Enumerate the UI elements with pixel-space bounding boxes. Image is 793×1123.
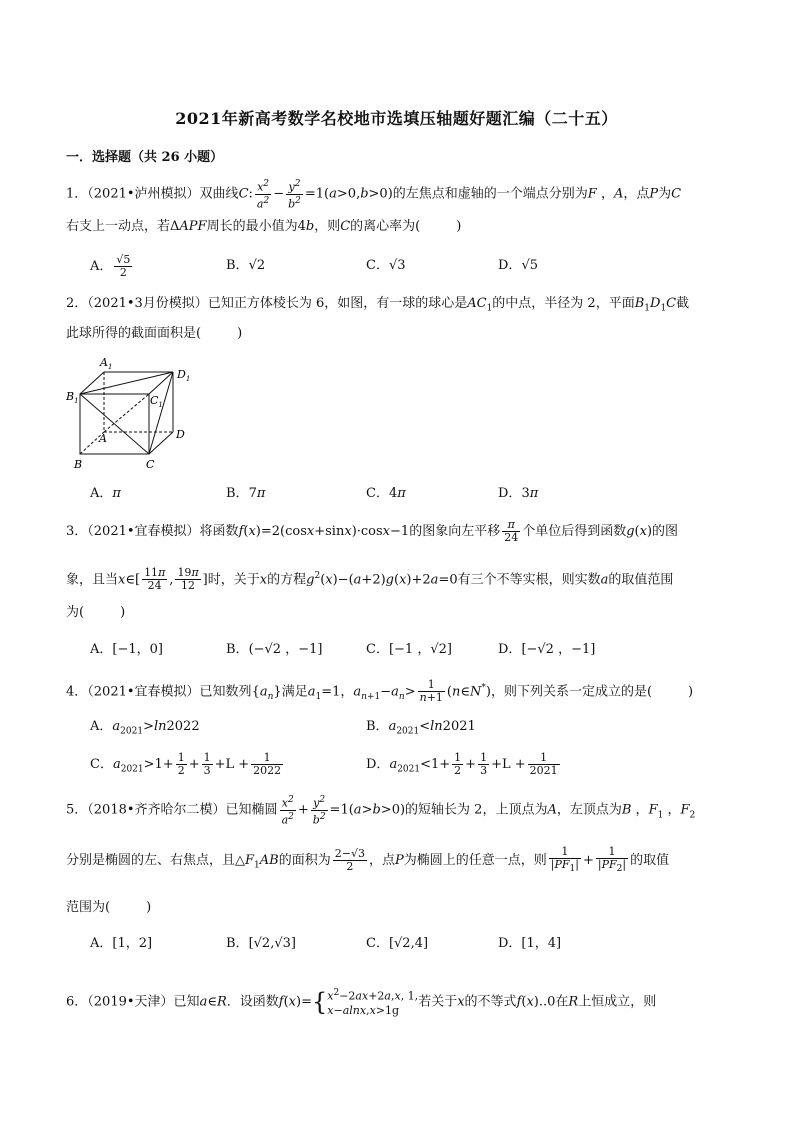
question-1-option-a[interactable]: A． $\frac{√5}{2}$ (90, 253, 131, 279)
question-3-line-1: 3．（2021•宜春模拟）将函数f(x)=2(cosx+sinx)·cosx−1的图象向左平移 $\frac{\pi}{24}$ 个单位后得到函数g(x)的图 (66, 518, 679, 544)
page-title: 2021年新高考数学名校地市选填压轴题好题汇编（二十五） (175, 109, 618, 128)
question-5-line-1: 5．（2018•齐齐哈尔二模）已知椭圆 $\frac{x^2}{a^2}$ + $\frac{y^2}{b^2}$ =1(a>b>0)的短轴长为 2，上顶点为A，左顶点为B ，$F_1$ ，$F_2$ (66, 795, 696, 827)
question-3-line-3: 为( ) (66, 605, 126, 620)
question-6-line-1: 6．（2019•天津）已知a∈R．设函数f(x)={ $x^2-2ax+2a,x$, 1, x−alnx,x>1g 若关于x的不等式f(x)..0在R上恒成立，则 (66, 987, 657, 1017)
question-4-option-b[interactable]: B．$a_{2021}<\ln 2021$ (366, 719, 476, 737)
question-2-line-2: 此球所得的截面面积是( ) (66, 326, 243, 341)
question-4-option-d[interactable]: D．$a_{2021}<1+$ $\frac{1}{2}$ + $\frac{1}{3}$ +L + $\frac{1}{2021}$ (366, 751, 558, 777)
question-1-option-b[interactable]: B．√2 (226, 258, 266, 273)
question-4-option-c[interactable]: C．$a_{2021}>1+$ $\frac{1}{2}$ + $\frac{1}{3}$ +L + $\frac{1}{2022}$ (90, 751, 282, 777)
label-d: D (176, 428, 185, 441)
question-3-option-a[interactable]: A．[−1，0] (90, 642, 163, 657)
question-5-line-3: 范围为( ) (66, 900, 152, 915)
question-2-option-a[interactable]: A．π (90, 486, 121, 501)
label-b: B (74, 458, 83, 471)
question-4-option-a[interactable]: A．$a_{2021}>\ln 2022$ (90, 719, 200, 737)
cube-figure (66, 352, 196, 474)
question-2-option-d[interactable]: D．3π (498, 486, 539, 501)
question-5-option-c[interactable]: C．[√2,4] (366, 936, 429, 951)
question-1-option-d[interactable]: D．√5 (498, 258, 538, 273)
label-b1: $B_1$ (66, 390, 79, 405)
section-heading: 一．选择题（共 26 小题） (66, 150, 224, 165)
question-1-line-1: 1．（2021•泸州模拟）双曲线C: $\frac{x^2}{a^2}$ − $\frac{y^2}{b^2}$ =1(a>0,b>0)的左焦点和虚轴的一个端点分别为F ，A，点P为C (66, 179, 682, 211)
question-2-option-b[interactable]: B．7π (226, 486, 266, 501)
question-2-option-c[interactable]: C．4π (366, 486, 406, 501)
question-5-option-d[interactable]: D．[1，4] (498, 936, 562, 951)
question-5-option-a[interactable]: A．[1，2] (90, 936, 153, 951)
label-c: C (146, 458, 155, 471)
question-4-line-1: 4．（2021•宜春模拟）已知数列$\{a_n\}$满足$a_1=1$，$a_{n+1}-a_n>$ $\frac{1}{n+1}$ (n∈N*)，则下列关系一定成立的是( ) (66, 678, 694, 705)
question-3-option-d[interactable]: D．[−√2 ，−1] (498, 642, 596, 657)
question-2-line-1: 2．（2021•3月份模拟）已知正方体棱长为 6，如图，有一球的球心是$AC_1$的中点，半径为 2，平面$B_1D_1C$截 (66, 296, 690, 314)
label-a: A (99, 432, 107, 445)
question-3-option-c[interactable]: C．[−1 ，√2] (366, 642, 452, 657)
question-1-option-c[interactable]: C．√3 (366, 258, 406, 273)
label-a1: $A_1$ (100, 356, 113, 371)
question-3-option-b[interactable]: B．(−√2 ，−1] (226, 642, 323, 657)
question-5-line-2: 分别是椭圆的左、右焦点，且$\triangle F_1AB$的面积为 $\frac{2-√3}{2}$ ，点P为椭圆上的任意一点，则 $\frac{1}{|PF_1|}$ + $\frac{1}{|PF_2|}$ 的取值 (66, 845, 670, 875)
question-5-option-b[interactable]: B．[√2,√3] (226, 936, 296, 951)
question-3-line-2: 象，且当x∈[ $\frac{11\pi}{24}$ , $\frac{19\pi}{12}$ ]时，关于x的方程$g^2(x)-(a+2)g(x)+2a=0$有三个不等实根，则实数a的取值范围 (66, 566, 674, 593)
label-c1: $C_1$ (150, 394, 163, 409)
label-d1: $D_1$ (177, 368, 191, 383)
question-1-line-2: 右支上一动点，若ΔAPF周长的最小值为4b，则C的离心率为( ) (66, 219, 462, 234)
